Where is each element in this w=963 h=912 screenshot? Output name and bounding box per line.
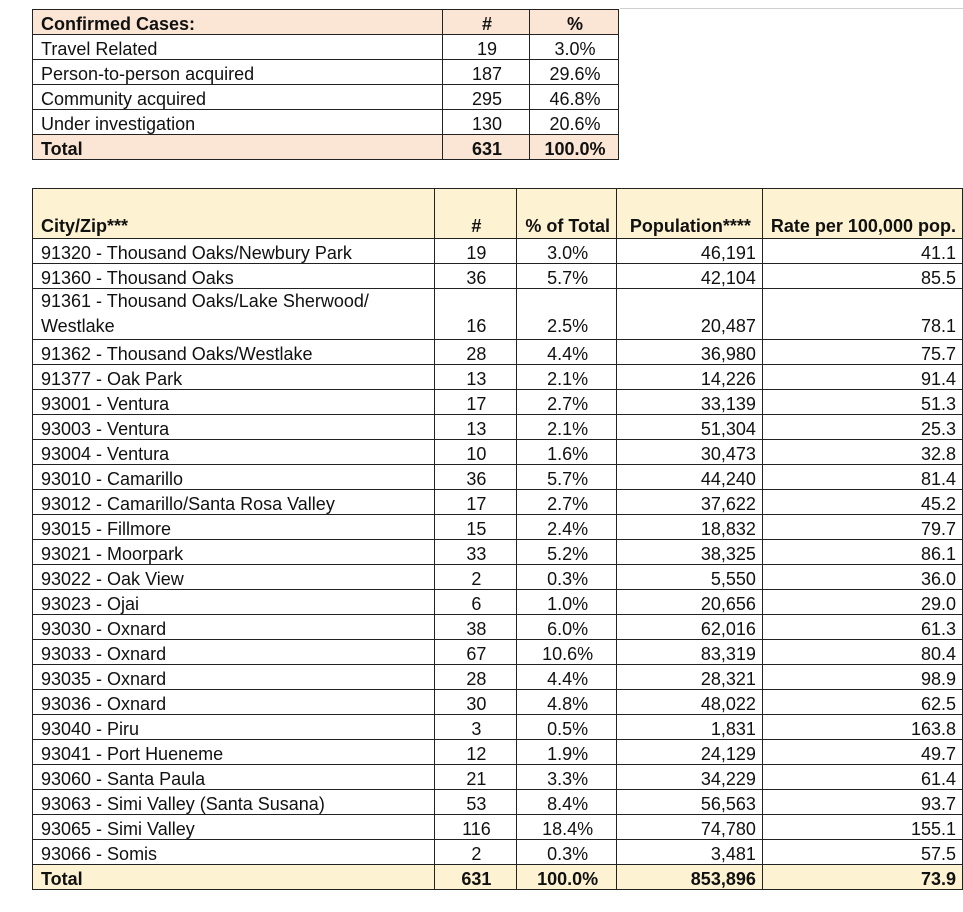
- table-row-cell: 0.3%: [517, 840, 617, 865]
- table-row-cell: 28: [434, 665, 517, 690]
- table-row-cell: 36.0: [762, 565, 962, 590]
- total-row-cell: 100.0%: [517, 865, 617, 890]
- table-row: [33, 515, 963, 540]
- table-row-cell: 5.2%: [517, 540, 617, 565]
- table-row-cell: 20,487: [616, 289, 762, 340]
- table-row-cell: 2.7%: [517, 490, 617, 515]
- table-row: [33, 690, 963, 715]
- table-row-cell: 85.5: [762, 264, 962, 289]
- table-row-cell: 3.0%: [530, 35, 619, 60]
- table-row: [33, 440, 963, 465]
- table-row-cell: 17: [434, 390, 517, 415]
- table-row-cell: 93022 - Oak View: [33, 565, 435, 590]
- table-row-cell: 80.4: [762, 640, 962, 665]
- table-row-cell: 61.3: [762, 615, 962, 640]
- table-row-cell: 51.3: [762, 390, 962, 415]
- table-row-cell: 33,139: [616, 390, 762, 415]
- table-row-cell: 93023 - Ojai: [33, 590, 435, 615]
- table-row-cell: Travel Related: [33, 35, 443, 60]
- table-row-cell: 163.8: [762, 715, 962, 740]
- table-row-cell: 62,016: [616, 615, 762, 640]
- table-row-cell: 116: [434, 815, 517, 840]
- table-row-cell: 79.7: [762, 515, 962, 540]
- table-row-cell: 38,325: [616, 540, 762, 565]
- table-row-cell: 93010 - Camarillo: [33, 465, 435, 490]
- table-row-cell: 36: [434, 465, 517, 490]
- table-row: [33, 715, 963, 740]
- total-row-cell: 100.0%: [530, 135, 619, 160]
- table-row-cell: 45.2: [762, 490, 962, 515]
- table-row-cell: 155.1: [762, 815, 962, 840]
- table-row-cell: 93041 - Port Hueneme: [33, 740, 435, 765]
- table-row-cell: 91320 - Thousand Oaks/Newbury Park: [33, 239, 435, 264]
- total-row-cell: Total: [33, 135, 443, 160]
- table-row-cell: 33: [434, 540, 517, 565]
- table-row: [33, 740, 963, 765]
- table-row-cell: 13: [434, 365, 517, 390]
- header-row: [33, 189, 963, 239]
- confirmed-cases-table: [32, 9, 619, 160]
- table-row-cell: 93040 - Piru: [33, 715, 435, 740]
- table-row-cell: 34,229: [616, 765, 762, 790]
- table-row: [33, 264, 963, 289]
- table-row-cell: 91.4: [762, 365, 962, 390]
- table-row-cell: 36: [434, 264, 517, 289]
- table-row-cell: 93001 - Ventura: [33, 390, 435, 415]
- table-row-cell: 2.4%: [517, 515, 617, 540]
- table-row-cell: 57.5: [762, 840, 962, 865]
- table-row-cell: 51,304: [616, 415, 762, 440]
- table-row-cell: 6: [434, 590, 517, 615]
- table-row-cell: 5.7%: [517, 465, 617, 490]
- city-zip-table: [32, 188, 963, 890]
- table-row-cell: 93030 - Oxnard: [33, 615, 435, 640]
- table-row-cell: 93065 - Simi Valley: [33, 815, 435, 840]
- table-row-cell: 42,104: [616, 264, 762, 289]
- table-row-cell: 19: [443, 35, 530, 60]
- table-row-cell: 4.8%: [517, 690, 617, 715]
- table-row-cell: 5.7%: [517, 264, 617, 289]
- table-row-cell: 29.6%: [530, 60, 619, 85]
- table-row-cell: 14,226: [616, 365, 762, 390]
- table-row-cell: 28,321: [616, 665, 762, 690]
- table-row-cell: 4.4%: [517, 340, 617, 365]
- table-row-cell: 93060 - Santa Paula: [33, 765, 435, 790]
- table-row-cell: 3: [434, 715, 517, 740]
- table-row-cell: 1.6%: [517, 440, 617, 465]
- total-row: [33, 135, 619, 160]
- table-row-cell: 10: [434, 440, 517, 465]
- table-row-cell: 0.3%: [517, 565, 617, 590]
- table-row-cell: 78.1: [762, 289, 962, 340]
- table-row-cell: 5,550: [616, 565, 762, 590]
- table-row: [33, 390, 963, 415]
- table-row: [33, 840, 963, 865]
- table-row-cell: 21: [434, 765, 517, 790]
- table-row-cell: 93063 - Simi Valley (Santa Susana): [33, 790, 435, 815]
- table-row-cell: 56,563: [616, 790, 762, 815]
- table-row-cell: 41.1: [762, 239, 962, 264]
- total-row-cell: 631: [434, 865, 517, 890]
- table-row-cell: 12: [434, 740, 517, 765]
- table-row-cell: 20,656: [616, 590, 762, 615]
- table-row: [33, 565, 963, 590]
- table-row-cell: 18,832: [616, 515, 762, 540]
- table-row-cell: 187: [443, 60, 530, 85]
- table-row-cell: 44,240: [616, 465, 762, 490]
- total-row-cell: 631: [443, 135, 530, 160]
- table-row-cell: 93066 - Somis: [33, 840, 435, 865]
- table-row-cell: 8.4%: [517, 790, 617, 815]
- table-row: [33, 365, 963, 390]
- table-row: [33, 815, 963, 840]
- table-row-cell: 93021 - Moorpark: [33, 540, 435, 565]
- table-row: [33, 85, 619, 110]
- table-row-cell: 24,129: [616, 740, 762, 765]
- table-row-cell: 36,980: [616, 340, 762, 365]
- table-row-cell: 18.4%: [517, 815, 617, 840]
- table-row: [33, 765, 963, 790]
- table-row-cell: 93036 - Oxnard: [33, 690, 435, 715]
- header-row: [33, 10, 619, 35]
- table-row-cell: 67: [434, 640, 517, 665]
- table-row: [33, 35, 619, 60]
- table-row-cell: 91377 - Oak Park: [33, 365, 435, 390]
- table-row-cell: 130: [443, 110, 530, 135]
- table-row-cell: 93.7: [762, 790, 962, 815]
- total-row-cell: 853,896: [616, 865, 762, 890]
- table-row-cell: 37,622: [616, 490, 762, 515]
- table-row-cell: 49.7: [762, 740, 962, 765]
- table-row-cell: 16: [434, 289, 517, 340]
- table-row-cell: 93035 - Oxnard: [33, 665, 435, 690]
- header-row-cell: %: [530, 10, 619, 35]
- table-row-cell: Under investigation: [33, 110, 443, 135]
- table-row-cell: 2.7%: [517, 390, 617, 415]
- table-row-cell: 10.6%: [517, 640, 617, 665]
- table-row-cell: 28: [434, 340, 517, 365]
- table-row-cell: 93033 - Oxnard: [33, 640, 435, 665]
- table-row-cell: Community acquired: [33, 85, 443, 110]
- table-row-cell: 93003 - Ventura: [33, 415, 435, 440]
- table-row-cell: 1.0%: [517, 590, 617, 615]
- table-row: [33, 665, 963, 690]
- table-row-cell: 4.4%: [517, 665, 617, 690]
- table-row-cell: Person-to-person acquired: [33, 60, 443, 85]
- table-row-cell: 74,780: [616, 815, 762, 840]
- table-row-cell: 19: [434, 239, 517, 264]
- table-row-cell: 46.8%: [530, 85, 619, 110]
- table-row-cell: 1.9%: [517, 740, 617, 765]
- table-row-cell: 29.0: [762, 590, 962, 615]
- header-row-cell: Confirmed Cases:: [33, 10, 443, 35]
- header-row-cell: #: [443, 10, 530, 35]
- table-row-cell: 30: [434, 690, 517, 715]
- table-row-cell: 81.4: [762, 465, 962, 490]
- table-row-cell: 86.1: [762, 540, 962, 565]
- table-row: [33, 465, 963, 490]
- total-row-cell: Total: [33, 865, 435, 890]
- table-row-cell: 91361 - Thousand Oaks/Lake Sherwood/ Westlake: [33, 289, 435, 340]
- table-row-cell: 20.6%: [530, 110, 619, 135]
- table-row-cell: 2.1%: [517, 415, 617, 440]
- table-row-cell: 48,022: [616, 690, 762, 715]
- table-row-cell: 1,831: [616, 715, 762, 740]
- table-row-cell: 62.5: [762, 690, 962, 715]
- table-row-cell: 13: [434, 415, 517, 440]
- table-row-cell: 93012 - Camarillo/Santa Rosa Valley: [33, 490, 435, 515]
- table-row-cell: 91360 - Thousand Oaks: [33, 264, 435, 289]
- table-row-cell: 91362 - Thousand Oaks/Westlake: [33, 340, 435, 365]
- header-row-cell: % of Total: [517, 189, 617, 239]
- table-row: [33, 340, 963, 365]
- table-row-cell: 0.5%: [517, 715, 617, 740]
- table-row: [33, 790, 963, 815]
- table-row: [33, 490, 963, 515]
- table-row-cell: 75.7: [762, 340, 962, 365]
- table-row-cell: 53: [434, 790, 517, 815]
- table-row: [33, 640, 963, 665]
- table-row-cell: 38: [434, 615, 517, 640]
- table-row-cell: 93015 - Fillmore: [33, 515, 435, 540]
- table-row-cell: 3,481: [616, 840, 762, 865]
- header-row-cell: #: [434, 189, 517, 239]
- table-row: [33, 540, 963, 565]
- table-row-cell: 83,319: [616, 640, 762, 665]
- total-row-cell: 73.9: [762, 865, 962, 890]
- table-row-cell: 93004 - Ventura: [33, 440, 435, 465]
- table-row-cell: 61.4: [762, 765, 962, 790]
- table-row-cell: 6.0%: [517, 615, 617, 640]
- table-row-cell: 3.0%: [517, 239, 617, 264]
- table-row: [33, 60, 619, 85]
- table-row: [33, 239, 963, 264]
- table-row-cell: 2: [434, 565, 517, 590]
- top-divider: [620, 8, 963, 9]
- table-row-cell: 295: [443, 85, 530, 110]
- total-row: [33, 865, 963, 890]
- table-row: [33, 615, 963, 640]
- header-row-cell: Rate per 100,000 pop.: [762, 189, 962, 239]
- table-row-cell: 3.3%: [517, 765, 617, 790]
- table-row-cell: 30,473: [616, 440, 762, 465]
- table-row: [33, 110, 619, 135]
- table-row-cell: 32.8: [762, 440, 962, 465]
- header-row-cell: City/Zip***: [33, 189, 435, 239]
- table-row-cell: 2.1%: [517, 365, 617, 390]
- table-row-cell: 98.9: [762, 665, 962, 690]
- table-row-cell: 2: [434, 840, 517, 865]
- table-row-cell: 15: [434, 515, 517, 540]
- table-row-cell: 46,191: [616, 239, 762, 264]
- table-row-cell: 25.3: [762, 415, 962, 440]
- table-row-cell: 2.5%: [517, 289, 617, 340]
- table-row-cell: 17: [434, 490, 517, 515]
- table-row: [33, 415, 963, 440]
- header-row-cell: Population****: [616, 189, 762, 239]
- table-row: [33, 590, 963, 615]
- table-row: [33, 289, 963, 340]
